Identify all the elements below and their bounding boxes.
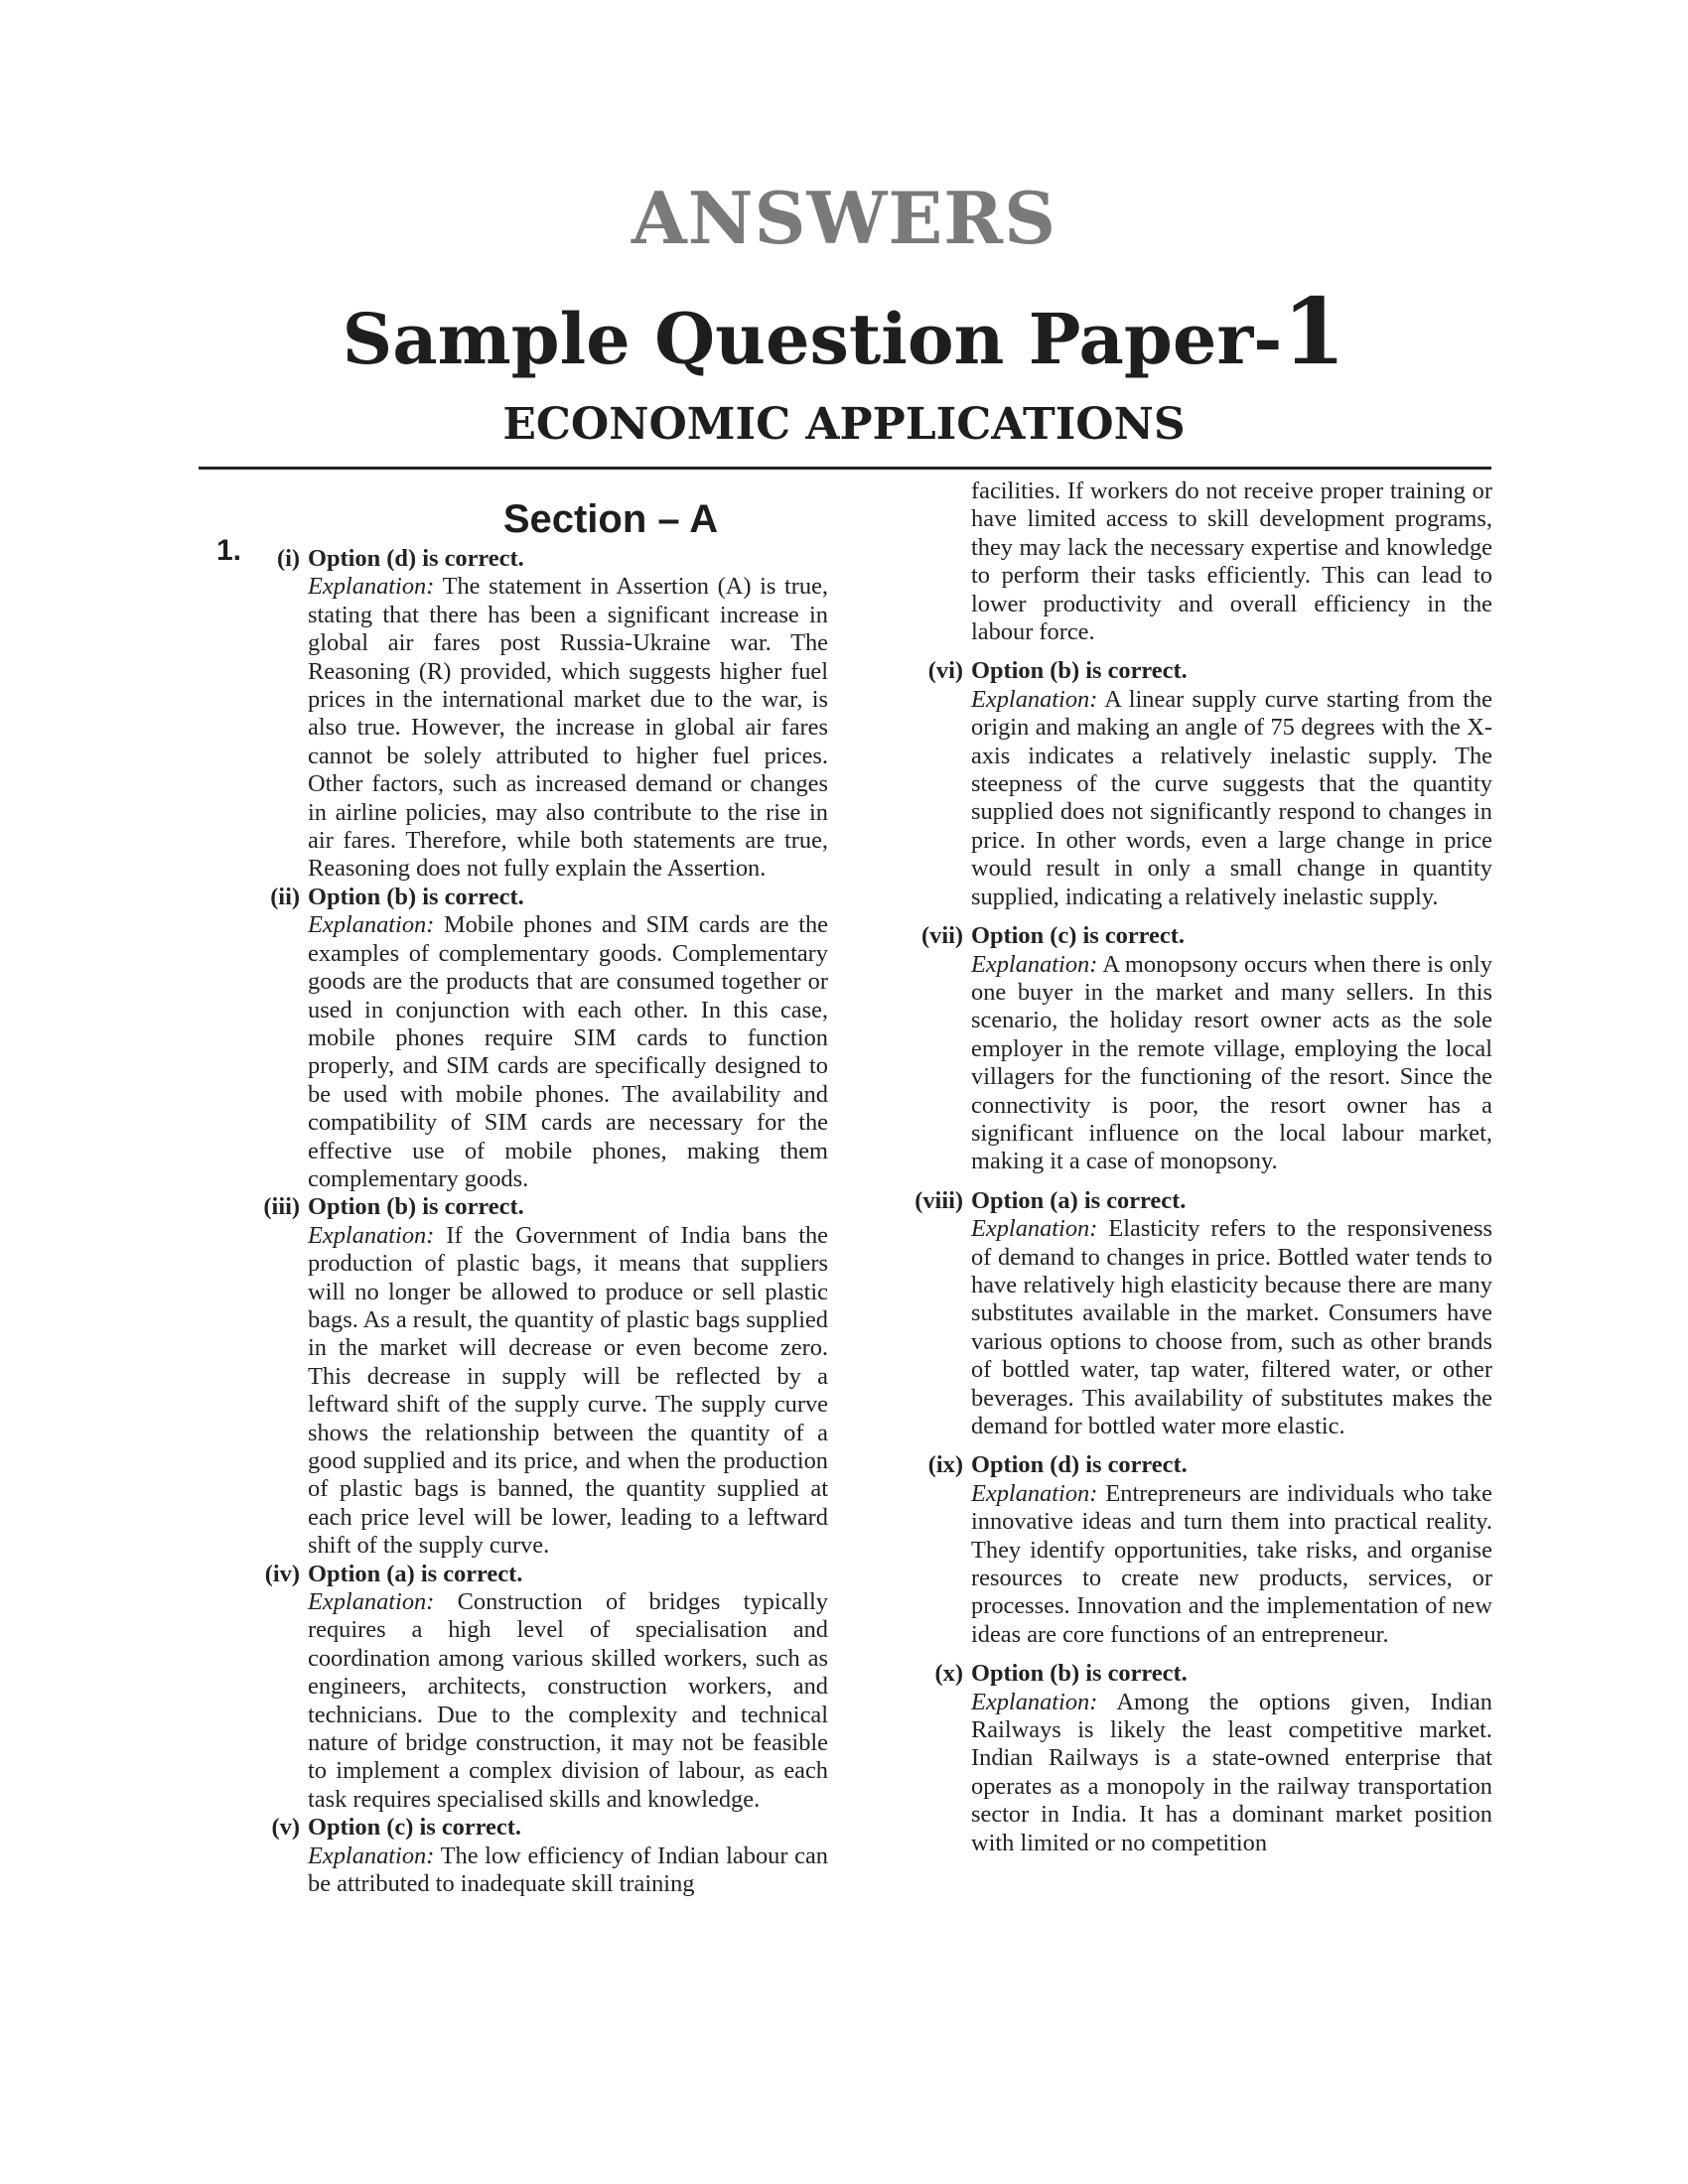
- answer-item-viii: [914, 1186, 1492, 1441]
- left-column: [216, 478, 828, 1899]
- answer-item-iv: [264, 1560, 828, 1815]
- explanation-label: Explanation:: [308, 1588, 435, 1616]
- header-divider: [199, 467, 1491, 470]
- option-line: Option (b) is correct.: [308, 1193, 524, 1221]
- explanation-text-continued: facilities. If workers do not receive proper training or have limited access to skill development programs, they may lack the necessary expertise and knowledge to perform their tasks efficiently. This can lead to lower productivity and overall efficiency in the labour force.: [971, 478, 1492, 646]
- explanation-text: Among the options given, Indian Railways is likely the least competitive market. Indian Railways is a state-owned enterprise that operates as a monopoly in the railway transportation sector in India. It has a dominant market position with limited or no competition: [971, 1688, 1492, 1856]
- answer-item-x: [934, 1660, 1492, 1857]
- answer-item-vii: [921, 922, 1492, 1176]
- explanation-label: Explanation:: [971, 950, 1098, 978]
- explanation-text: Mobile phones and SIM cards are the examples of complementary goods. Complementary goods are the products that are consumed together or used in conjunction with each other. In this case, mobile phones require SIM cards to function properly, and SIM cards are specifically designed to be used with mobile phones. The availability and compatibility of SIM cards are necessary for the effective use of mobile phones, making them complementary goods.: [308, 911, 828, 1192]
- explanation-text: Entrepreneurs are individuals who take innovative ideas and turn them into practical reality. They identify opportunities, take risks, and organise resources to create new products, services, or processes. Innovation and the implementation of new ideas are core functions of an entrepreneur.: [971, 1479, 1492, 1648]
- option-line: Option (c) is correct.: [971, 922, 1185, 950]
- explanation-label: Explanation:: [308, 911, 435, 939]
- option-line: Option (b) is correct.: [971, 1660, 1188, 1688]
- explanation-label: Explanation:: [971, 685, 1098, 713]
- explanation-text: The low efficiency of Indian labour can be attributed to inadequate skill training: [308, 1842, 828, 1898]
- explanation: [308, 1222, 828, 1561]
- explanation-label: Explanation:: [308, 1842, 435, 1869]
- explanation-label: Explanation:: [971, 1688, 1098, 1715]
- item-number: (vii): [921, 922, 963, 950]
- subject-heading: ECONOMIC APPLICATIONS: [502, 399, 1186, 450]
- answer-item-ii: [270, 883, 828, 1193]
- explanation: [308, 1588, 828, 1814]
- answers-heading: ANSWERS: [631, 176, 1057, 260]
- option-line: Option (a) is correct.: [971, 1186, 1187, 1214]
- item-number: (ix): [927, 1451, 963, 1479]
- explanation-text: A linear supply curve starting from the origin and making an angle of 75 degrees with the X-axis indicates a relatively inelastic supply. The steepness of the curve suggests that the quantity supplied does not significantly respond to changes in price. In other words, even a large change in price would result in only a small change in quantity supplied, indicating a relatively inelastic supply.: [971, 685, 1492, 910]
- explanation-label: Explanation:: [971, 1479, 1098, 1507]
- option-line: Option (d) is correct.: [308, 545, 524, 572]
- section-title: Section – A: [502, 497, 719, 541]
- item-number: (vi): [927, 657, 963, 685]
- explanation: [308, 911, 828, 1193]
- explanation: [308, 573, 828, 883]
- explanation-text: Construction of bridges typically requires a high level of specialisation and coordination among various skilled workers, such as engineers, architects, construction workers, and technicians. Due to the complexity and technical nature of bridge construction, it may not be feasible to implement a complex division of labour, as each task requires specialised skills and knowledge.: [308, 1588, 828, 1813]
- paper-title: [0, 278, 1688, 385]
- item-number: (v): [271, 1814, 300, 1842]
- explanation: [971, 1480, 1492, 1649]
- option-line: Option (d) is correct.: [971, 1451, 1188, 1479]
- option-line: Option (b) is correct.: [971, 657, 1188, 685]
- item-number: (iv): [264, 1560, 300, 1587]
- paper-number: 1: [1282, 278, 1346, 385]
- explanation: [308, 1843, 828, 1899]
- explanation: [971, 951, 1492, 1176]
- explanation: [971, 1215, 1492, 1440]
- explanation: [971, 1689, 1492, 1857]
- explanation: [971, 686, 1492, 911]
- explanation-text: A monopsony occurs when there is only one buyer in the market and many sellers. In this scenario, the holiday resort owner acts as the sole employer in the remote village, employing the local villagers for the functioning of the resort. Since the connectivity is poor, the resort owner has a significant influence on the local labour market, making it a case of monopsony.: [971, 950, 1492, 1175]
- answer-item-vi: [927, 657, 1492, 911]
- option-line: Option (a) is correct.: [308, 1560, 523, 1587]
- answer-item-ix: [927, 1451, 1492, 1649]
- item-number: (i): [276, 545, 300, 572]
- item-number: (iii): [263, 1193, 300, 1221]
- right-column: [914, 478, 1492, 1857]
- option-line: Option (b) is correct.: [308, 883, 524, 910]
- answer-item-i: [276, 545, 828, 884]
- answer-item-v-continued: [971, 478, 1492, 646]
- explanation-label: Explanation:: [308, 573, 435, 601]
- answer-item-iii: [263, 1193, 828, 1560]
- item-number: (viii): [914, 1186, 963, 1214]
- answer-item-v: [271, 1814, 828, 1898]
- option-line: Option (c) is correct.: [308, 1814, 521, 1842]
- question-number: 1.: [216, 534, 242, 567]
- explanation-label: Explanation:: [971, 1215, 1098, 1243]
- explanation-text: The statement in Assertion (A) is true, stating that there has been a significant increase in global air fares post Russia-Ukraine war. The Reasoning (R) provided, which suggests higher fuel prices in the international market due to the war, is also true. However, the increase in global air fares cannot be solely attributed to higher fuel prices. Other factors, such as increased demand or changes in airline policies, may also contribute to the rise in air fares. Therefore, while both statements are true, Reasoning does not fully explain the Assertion.: [308, 573, 828, 883]
- explanation-text: Elasticity refers to the responsiveness of demand to changes in price. Bottled water tends to have relatively high elasticity because there are many substitutes available in the market. Consumers have various options to choose from, such as other brands of bottled water, tap water, filtered water, or other beverages. This availability of substitutes makes the demand for bottled water more elastic.: [971, 1215, 1492, 1439]
- explanation-text: If the Government of India bans the production of plastic bags, it means that suppliers will no longer be allowed to produce or sell plastic bags. As a result, the quantity of plastic bags supplied in the market will decrease or even become zero. This decrease in supply will be reflected by a leftward shift of the supply curve. The supply curve shows the relationship between the quantity of a good supplied and its price, and when the production of plastic bags is banned, the quantity supplied at each price level will be lower, leading to a leftward shift of the supply curve.: [308, 1221, 828, 1560]
- item-number: (ii): [270, 883, 300, 910]
- item-number: (x): [934, 1660, 963, 1688]
- paper-title-text: Sample Question Paper-: [342, 298, 1283, 380]
- explanation-label: Explanation:: [308, 1221, 435, 1249]
